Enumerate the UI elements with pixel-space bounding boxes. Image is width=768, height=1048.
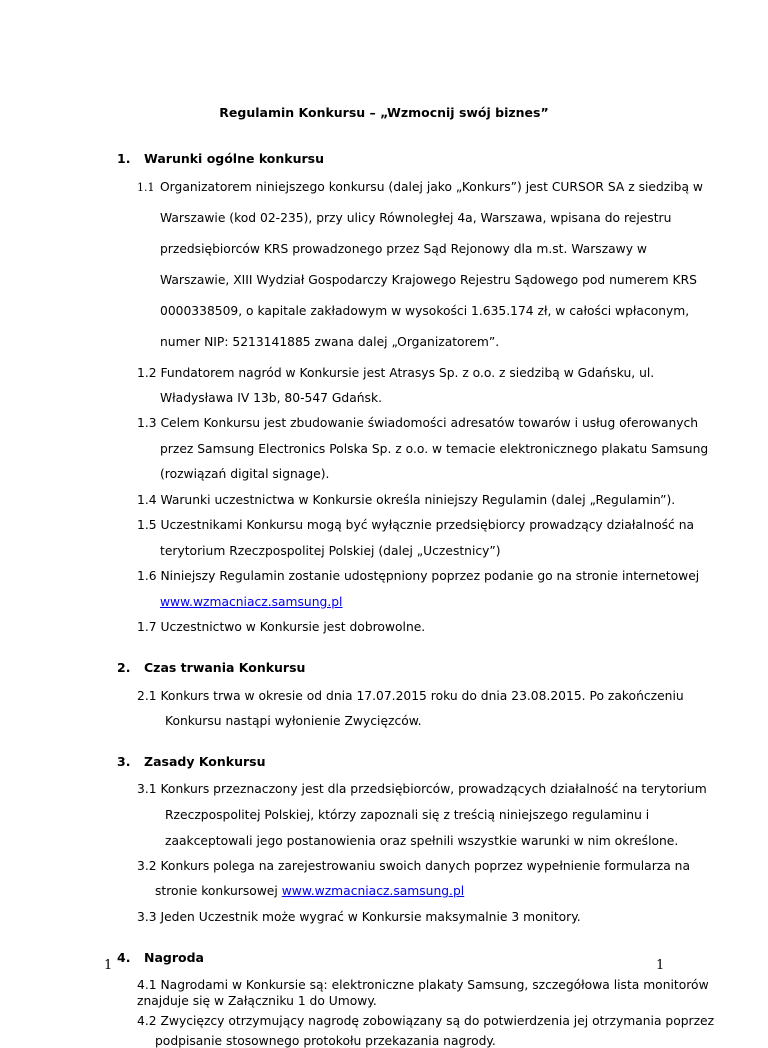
section-title: Warunki ogólne konkursu	[144, 151, 325, 166]
text-line: przedsiębiorców KRS prowadzonego przez Sąd Rejonowy dla m.st. Warszawy w	[160, 242, 647, 256]
text-line: numer NIP: 5213141885 zwana dalej „Organizatorem”.	[160, 335, 500, 349]
text-line: 1.4 Warunki uczestnictwa w Konkursie określa niniejszy Regulamin (dalej „Regulamin”).	[137, 493, 676, 507]
website-link[interactable]: www.wzmacniacz.samsung.pl	[160, 595, 343, 609]
text-line: Warszawie (kod 02-235), przy ulicy Równoległej 4a, Warszawa, wpisana do rejestru	[160, 211, 672, 225]
text-line: znajduje się w Załączniku 1 do Umowy.	[137, 994, 377, 1008]
section-2-heading	[117, 660, 305, 675]
text-line: Władysława IV 13b, 80-547 Gdańsk.	[160, 391, 382, 405]
text-line: Warszawie, XIII Wydział Gospodarczy Krajowego Rejestru Sądowego pod numerem KRS	[160, 273, 697, 287]
text-line: 3.1 Konkurs przeznaczony jest dla przedsiębiorców, prowadzących działalność na terytorium	[137, 782, 707, 796]
page-number-left: 1	[104, 958, 113, 973]
section-number: 3.	[117, 754, 131, 769]
document-title: Regulamin Konkursu – „Wzmocnij swój biznes”	[219, 105, 549, 120]
section-title: Nagroda	[144, 950, 204, 965]
text-line: 4.2 Zwycięzcy otrzymujący nagrodę zobowiązany są do potwierdzenia jej otrzymania poprzez	[137, 1014, 715, 1028]
section-number: 1.	[117, 151, 131, 166]
text-line: Organizatorem niniejszego konkursu (dalej jako „Konkurs”) jest CURSOR SA z siedzibą w	[160, 180, 703, 194]
section-3-heading	[117, 754, 266, 769]
text-line: 1.2 Fundatorem nagród w Konkursie jest Atrasys Sp. z o.o. z siedzibą w Gdańsku, ul.	[137, 366, 655, 380]
text-line: 1.7 Uczestnictwo w Konkursie jest dobrowolne.	[137, 620, 426, 634]
text-line: 1.3 Celem Konkursu jest zbudowanie świadomości adresatów towarów i usług oferowanych	[137, 416, 699, 430]
text-line: 4.1 Nagrodami w Konkursie są: elektroniczne plakaty Samsung, szczegółowa lista monitorów	[137, 978, 709, 992]
section-title: Zasady Konkursu	[144, 754, 266, 769]
text-line	[155, 884, 464, 898]
text-line: (rozwiązań digital signage).	[160, 467, 330, 481]
website-link[interactable]: www.wzmacniacz.samsung.pl	[281, 884, 465, 898]
text-line: 3.3 Jeden Uczestnik może wygrać w Konkursie maksymalnie 3 monitory.	[137, 910, 581, 924]
page-number-right: 1	[656, 958, 665, 973]
section-number: 2.	[117, 660, 131, 675]
text-line: 2.1 Konkurs trwa w okresie od dnia 17.07.2015 roku do dnia 23.08.2015. Po zakończeniu	[137, 689, 684, 703]
text-line: 1.6 Niniejszy Regulamin zostanie udostępniony poprzez podanie go na stronie internetowej	[137, 569, 700, 583]
text-line: 0000338509, o kapitale zakładowym w wysokości 1.635.174 zł, w całości wpłaconym,	[160, 304, 690, 318]
section-1-heading	[117, 151, 324, 166]
text-line: 3.2 Konkurs polega na zarejestrowaniu swoich danych poprzez wypełnienie formularza na	[137, 859, 690, 873]
text-line: przez Samsung Electronics Polska Sp. z o.o. w temacie elektronicznego plakatu Samsung	[160, 442, 709, 456]
text-line: Konkursu nastąpi wyłonienie Zwycięzców.	[165, 714, 422, 728]
section-number: 4.	[117, 950, 131, 965]
text-line: zaakceptowali jego postanowienia oraz spełnili wszystkie warunki w nim określone.	[165, 834, 679, 848]
text-line: Rzeczpospolitej Polskiej, którzy zapoznali się z treścią niniejszego regulaminu i	[165, 808, 650, 822]
text-line: podpisanie stosownego protokołu przekazania nagrody.	[155, 1034, 496, 1048]
text-line: 1.5 Uczestnikami Konkursu mogą być wyłącznie przedsiębiorcy prowadzący działalność na	[137, 518, 695, 532]
section-4-heading	[117, 950, 204, 965]
section-title: Czas trwania Konkursu	[144, 660, 306, 675]
text-fragment: stronie konkursowej	[155, 884, 278, 898]
paragraph-number: 1.1	[137, 181, 155, 194]
text-line: terytorium Rzeczpospolitej Polskiej (dalej „Uczestnicy”)	[160, 544, 501, 558]
